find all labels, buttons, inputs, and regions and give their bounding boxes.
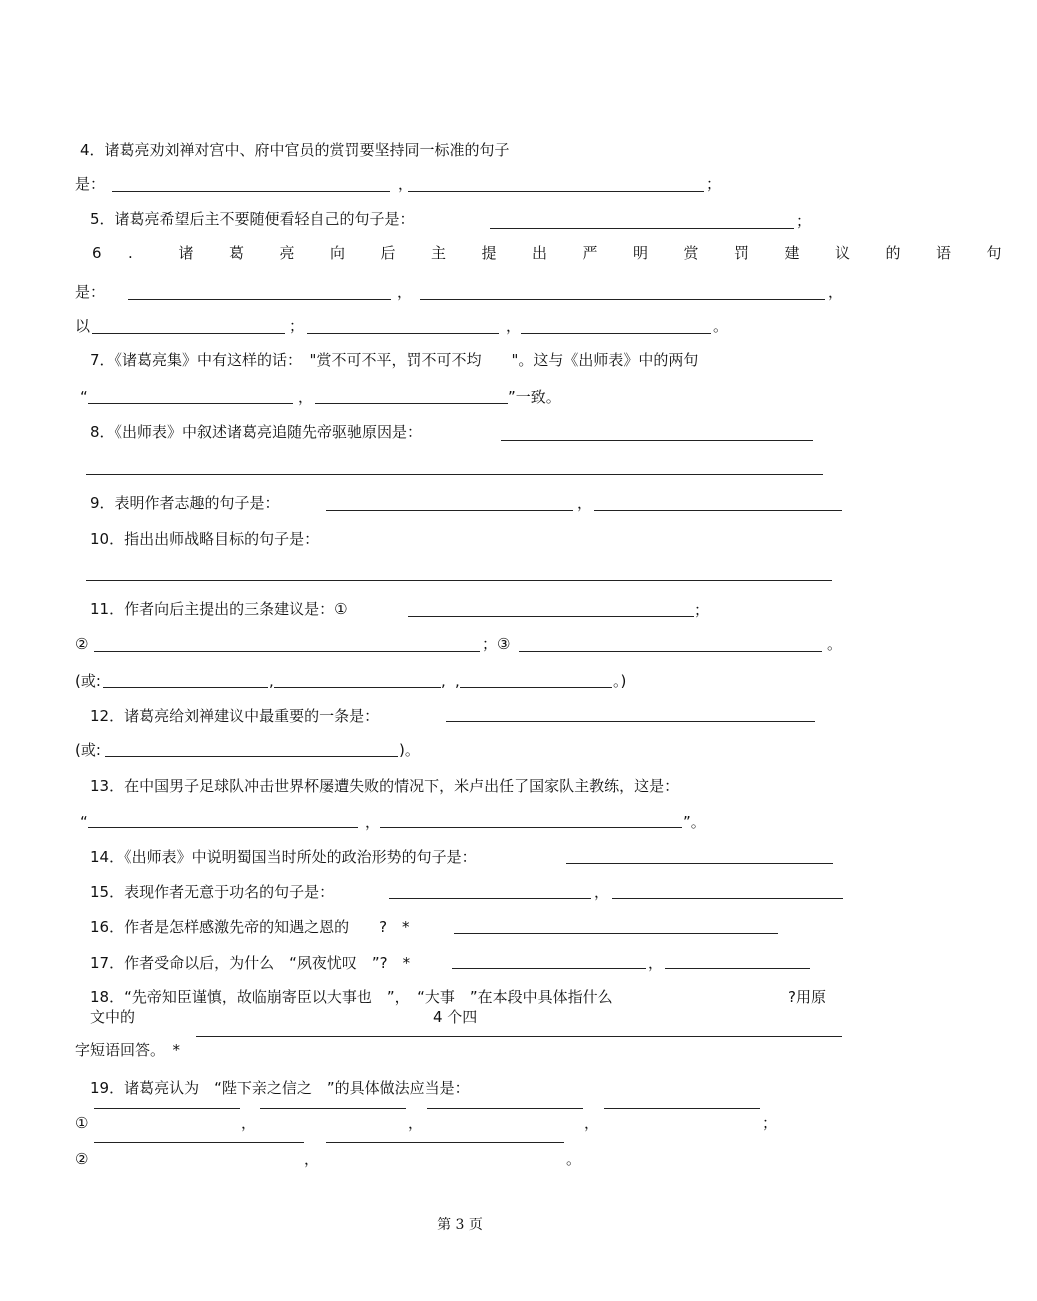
answer-blank[interactable] <box>427 1108 583 1109</box>
punctuation: ， <box>304 1150 320 1168</box>
punctuation: “ <box>80 388 88 406</box>
punctuation: ， <box>298 388 314 406</box>
punctuation: ， <box>828 283 844 301</box>
punctuation: ， <box>398 175 414 193</box>
answer-blank[interactable] <box>307 333 499 334</box>
answer-blank[interactable] <box>380 827 682 828</box>
question-10-text: 10．指出出师战略目标的句子是： <box>90 530 320 548</box>
alt-label: (或: <box>75 672 101 690</box>
punctuation: ， <box>584 1114 600 1132</box>
item-marker: ② <box>75 635 89 653</box>
answer-blank[interactable] <box>521 333 711 334</box>
answer-blank[interactable] <box>86 580 832 581</box>
answer-blank[interactable] <box>566 863 833 864</box>
punctuation: ”。 <box>683 813 706 831</box>
answer-blank[interactable] <box>94 1108 240 1109</box>
question-6-text: 6 . 诸 葛 亮 向 后 主 提 出 严 明 赏 罚 建 议 的 语 句 <box>92 244 1002 262</box>
answer-blank[interactable] <box>452 968 646 969</box>
punctuation: ； <box>706 175 722 193</box>
punctuation: ；③ <box>482 635 511 653</box>
answer-blank[interactable] <box>604 1108 760 1109</box>
answer-blank[interactable] <box>88 827 358 828</box>
answer-blank[interactable] <box>103 687 268 688</box>
answer-blank[interactable] <box>519 651 822 652</box>
question-18-text: 18．“先帝知臣谨慎，故临崩寄臣以大事也 ”， “大事 ”在本段中具体指什么 <box>90 988 613 1006</box>
punctuation: ， <box>577 494 593 512</box>
question-11-text: 11．作者向后主提出的三条建议是：① <box>90 600 348 618</box>
punctuation: ， <box>365 813 381 831</box>
question-6-label: 以 <box>75 317 91 335</box>
punctuation: ， <box>648 954 664 972</box>
answer-blank[interactable] <box>389 898 591 899</box>
punctuation: ； <box>796 212 812 230</box>
punctuation: ”一致。 <box>508 388 561 406</box>
answer-blank[interactable] <box>594 510 842 511</box>
answer-blank[interactable] <box>94 1142 304 1143</box>
punctuation: , <box>455 672 460 690</box>
question-18-text: 文中的 <box>90 1008 136 1026</box>
answer-blank[interactable] <box>128 299 391 300</box>
question-19-text: 19．诸葛亮认为 “陛下亲之信之 ”的具体做法应当是： <box>90 1079 470 1097</box>
question-17-text: 17．作者受命以后，为什么 “夙夜忧叹 ”? * <box>90 954 411 972</box>
answer-blank[interactable] <box>420 299 825 300</box>
alt-label: (或: <box>75 741 101 759</box>
punctuation: , <box>441 672 446 690</box>
punctuation: ； <box>762 1114 778 1132</box>
answer-blank[interactable] <box>490 228 794 229</box>
punctuation: 。 <box>566 1150 582 1168</box>
punctuation: , <box>269 672 274 690</box>
punctuation: ， <box>241 1114 257 1132</box>
answer-blank[interactable] <box>446 721 815 722</box>
answer-blank[interactable] <box>86 474 823 475</box>
punctuation: 。 <box>713 317 729 335</box>
punctuation: ， <box>397 283 413 301</box>
punctuation: ， <box>594 883 610 901</box>
question-18-text: 4 个四 <box>433 1008 478 1026</box>
question-13-text: 13．在中国男子足球队冲击世界杯屡遭失败的情况下，米卢出任了国家队主教练，这是： <box>90 777 680 795</box>
question-16-text: 16．作者是怎样感激先帝的知遇之恩的 ? * <box>90 918 410 936</box>
question-8-text: 8．《出师表》中叙述诸葛亮追随先帝驱驰原因是： <box>90 423 423 441</box>
answer-blank[interactable] <box>665 968 810 969</box>
punctuation: “ <box>80 813 88 831</box>
item-marker: ② <box>75 1150 89 1168</box>
answer-blank[interactable] <box>326 510 573 511</box>
page-number: 第 3 页 <box>437 1217 483 1233</box>
answer-blank[interactable] <box>326 1142 564 1143</box>
item-marker: ① <box>75 1114 89 1132</box>
question-4-label: 是： <box>75 175 106 193</box>
answer-blank[interactable] <box>260 1108 406 1109</box>
answer-blank[interactable] <box>92 333 285 334</box>
answer-blank[interactable] <box>612 898 843 899</box>
question-7-text: 7．《诸葛亮集》中有这样的话： "赏不可不平，罚不可不均 "。这与《出师表》中的两句 <box>90 351 699 369</box>
answer-blank[interactable] <box>460 687 612 688</box>
answer-blank[interactable] <box>408 191 704 192</box>
punctuation: ； <box>694 601 710 619</box>
question-4-text: 4．诸葛亮劝刘禅对宫中、府中官员的赏罚要坚持同一标准的句子 <box>80 141 510 159</box>
question-18-text: 字短语回答。 * <box>75 1041 181 1059</box>
question-12-text: 12．诸葛亮给刘禅建议中最重要的一条是： <box>90 707 380 725</box>
answer-blank[interactable] <box>112 191 390 192</box>
answer-blank[interactable] <box>501 440 813 441</box>
punctuation: ， <box>408 1114 424 1132</box>
question-9-text: 9．表明作者志趣的句子是： <box>90 494 280 512</box>
answer-blank[interactable] <box>454 933 778 934</box>
answer-blank[interactable] <box>274 687 441 688</box>
answer-blank[interactable] <box>88 403 293 404</box>
answer-blank[interactable] <box>408 616 694 617</box>
punctuation: 。) <box>613 672 627 690</box>
question-14-text: 14．《出师表》中说明蜀国当时所处的政治形势的句子是： <box>90 848 477 866</box>
question-15-text: 15．表现作者无意于功名的句子是： <box>90 883 335 901</box>
answer-blank[interactable] <box>196 1036 842 1037</box>
question-5-text: 5．诸葛亮希望后主不要随便看轻自己的句子是： <box>90 210 415 228</box>
punctuation: ； <box>289 317 305 335</box>
answer-blank[interactable] <box>105 756 398 757</box>
answer-blank[interactable] <box>315 403 508 404</box>
question-6-label: 是： <box>75 283 106 301</box>
punctuation: )。 <box>399 741 420 759</box>
answer-blank[interactable] <box>94 651 480 652</box>
punctuation: ， <box>506 317 522 335</box>
question-18-text: ?用原 <box>788 988 826 1006</box>
punctuation: 。 <box>827 635 843 653</box>
